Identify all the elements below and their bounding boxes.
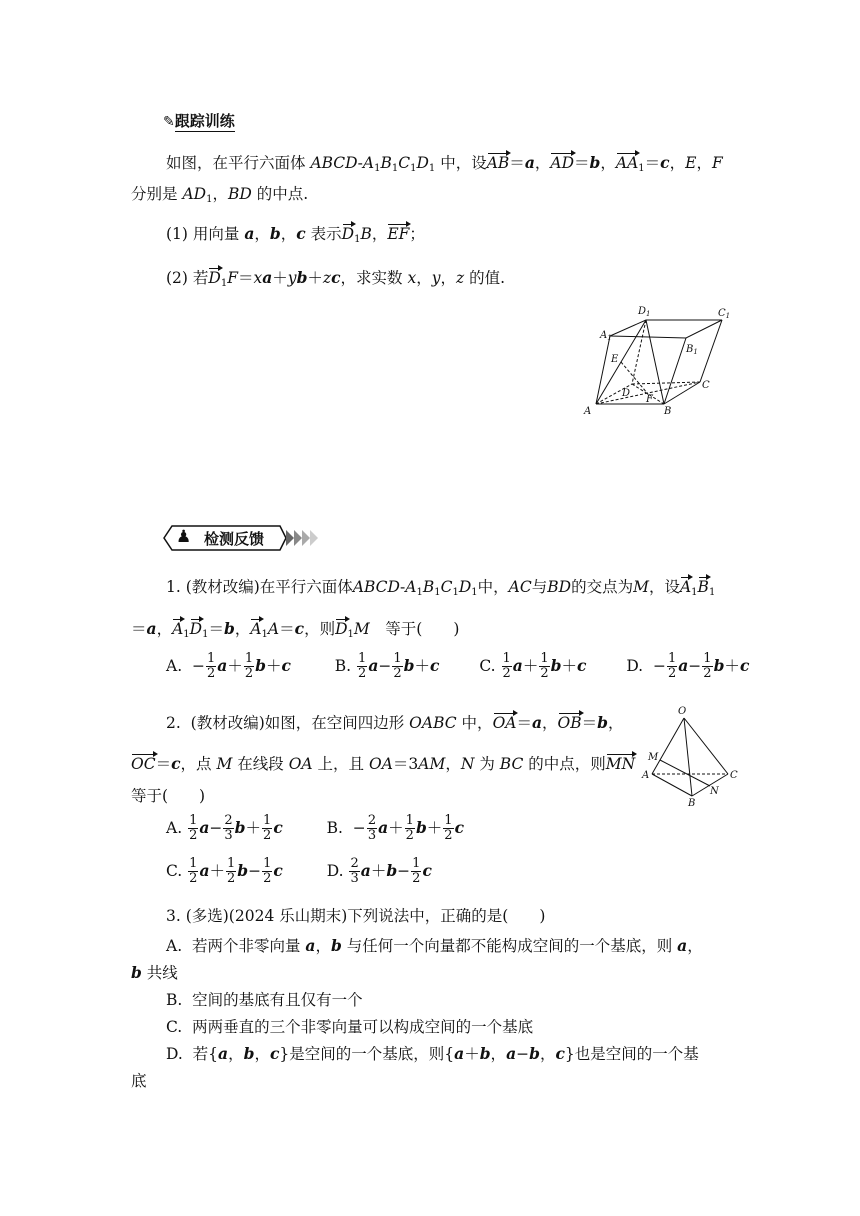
svg-text:D: D xyxy=(622,388,631,399)
svg-text:C1: $C_1$ xyxy=(718,308,731,320)
q2-line3: 等于( ) xyxy=(131,787,206,805)
svg-text:M: M xyxy=(648,752,659,763)
problem-intro-line1: 如图，在平行六面体 ABCD-$A_1B_1C_1D_1$ 中，设AB＝a，AD＝b，$AA_1=c$，E，F xyxy=(166,153,723,174)
svg-text:O: O xyxy=(678,706,687,717)
svg-text:D1: $D_1$ xyxy=(638,306,651,318)
q2-option-c: C. $\frac{1}{2}$ a＋ $\frac{1}{2}$ b− $\frac{1}{2}$ c xyxy=(166,856,283,886)
svg-text:C: C xyxy=(702,380,710,391)
user-icon: ♟ xyxy=(176,527,192,547)
svg-text:C: C xyxy=(730,770,738,781)
svg-text:E: E xyxy=(611,354,619,365)
section-header-tracking xyxy=(163,110,235,131)
problem-part1: (1) 用向量 a，b，c 表示$D_1B$，EF； xyxy=(166,224,425,245)
q2-options-row2 xyxy=(166,857,432,886)
q3-line1: 3. (多选)(2024 乐山期末)下列说法中，正确的是( ) xyxy=(166,907,546,925)
q2-options-row1 xyxy=(166,814,464,843)
section-title: 检测反馈 xyxy=(204,530,265,548)
svg-text:A: A xyxy=(642,770,650,781)
problem-part2: (2) 若$D_1F=xa+yb+zc$，求实数 x，y，z 的值. xyxy=(166,268,506,289)
q3-option-d-line1: D. 若{a，b，c}是空间的一个基底，则{a＋b，a−b，c}也是空间的一个基 xyxy=(166,1044,699,1063)
problem-intro-line2: 分别是 $AD_1$，BD 的中点. xyxy=(131,185,309,205)
q2-line1: 2. (教材改编)如图，在空间四边形 OABC 中，OA＝a，OB＝b， xyxy=(166,713,624,732)
q3-option-a-line1: A. 若两个非零向量 a，b 与任何一个向量都不能构成空间的一个基底，则 a， xyxy=(166,936,703,955)
q3-option-b: B. 空间的基底有且仅有一个 xyxy=(166,991,363,1009)
q2-option-d: D. $\frac{2}{3}$ a＋b− $\frac{1}{2}$ c xyxy=(326,856,432,886)
pencil-icon: ✎ xyxy=(163,114,175,130)
svg-text:B1: $B_1$ xyxy=(686,344,698,356)
q1-line1: 1. (教材改编)在平行六面体ABCD-$A_1B_1C_1D_1$中，AC与BD的交点为M，设$A_1B_1$ xyxy=(166,578,716,598)
q2-option-b: B. − $\frac{2}{3}$ a＋ $\frac{1}{2}$ b＋ $\frac{1}{2}$ c xyxy=(326,813,465,843)
q2-option-a: A. $\frac{1}{2}$ a− $\frac{2}{3}$ b＋ $\frac{1}{2}$ c xyxy=(166,813,283,843)
q3-option-d-line2: 底 xyxy=(131,1072,147,1090)
q1-line2: ＝a，$A_1D_1=b$，$A_1A=c$，则$D_1M$ 等于( ) xyxy=(131,619,460,640)
svg-text:A1: $A_1$ xyxy=(600,330,612,342)
tetrahedron-figure xyxy=(640,704,740,809)
section-title: 跟踪训练 xyxy=(174,112,235,130)
q1-option-c: C. $\frac{1}{2}$ a＋ $\frac{1}{2}$ b＋c xyxy=(479,651,587,681)
q1-option-b: B. $\frac{1}{2}$ a− $\frac{1}{2}$ b＋c xyxy=(334,651,440,681)
svg-text:F: F xyxy=(646,394,653,405)
section-header-detection xyxy=(160,522,322,554)
q3-option-c: C. 两两垂直的三个非零向量可以构成空间的一个基底 xyxy=(166,1018,534,1036)
q3-option-a-line2: b 共线 xyxy=(131,963,178,982)
q1-option-d: D. − $\frac{1}{2}$ a− $\frac{1}{2}$ b＋c xyxy=(626,651,750,681)
q1-option-a: A. − $\frac{1}{2}$ a＋ $\frac{1}{2}$ b＋c xyxy=(166,651,291,681)
svg-text:N: N xyxy=(710,786,719,797)
q1-options xyxy=(166,652,749,681)
svg-text:B: B xyxy=(664,406,672,417)
svg-text:B: B xyxy=(688,798,696,809)
svg-text:A: A xyxy=(584,406,592,417)
q2-line2: OC＝c，点 M 在线段 OA 上，且 OA＝3AM，N 为 BC 的中点，则MN xyxy=(131,754,636,773)
parallelepiped-figure xyxy=(578,300,738,425)
